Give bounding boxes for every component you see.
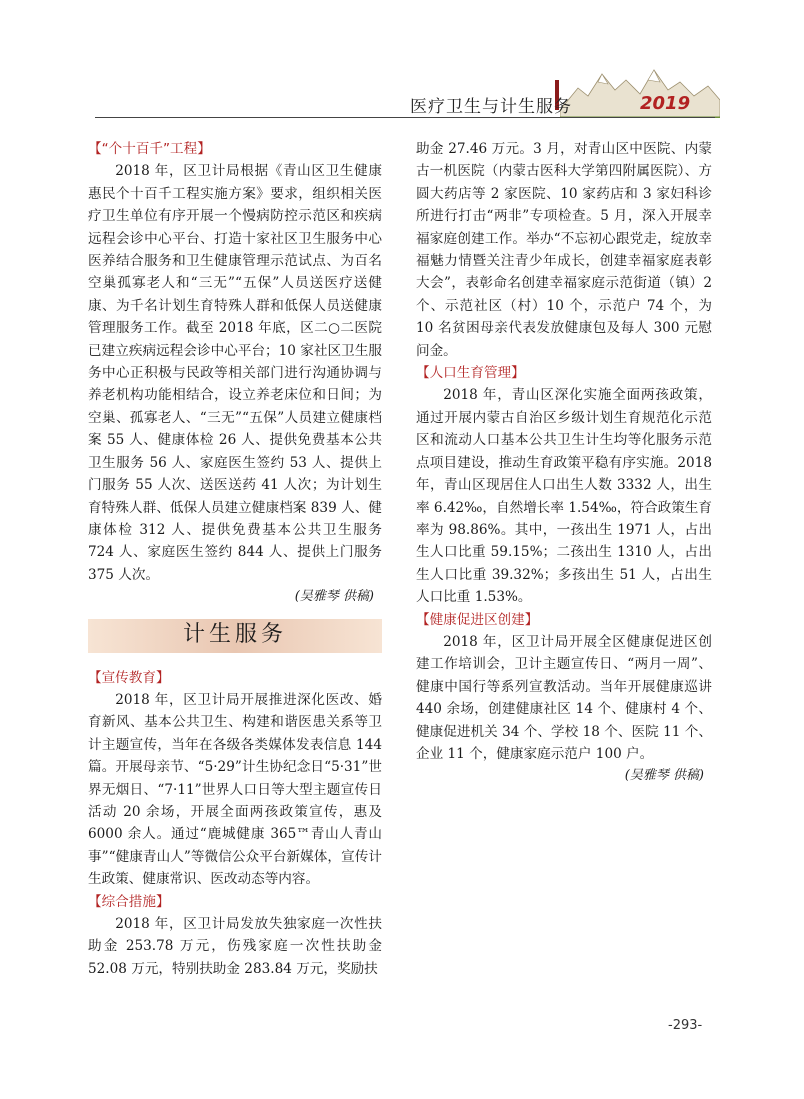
right-column: [416, 138, 712, 788]
section-heading-gesbq: 【“个十百千”工程】: [88, 141, 211, 157]
running-header-title: 医疗卫生与计生服务: [410, 97, 572, 117]
author-credit: (吴雅琴 供稿): [624, 768, 704, 784]
header-rule: [95, 117, 715, 118]
section-paragraph-population: 2018 年，青山区深化实施全面两孩政策，通过开展内蒙古自治区乡级计划生育规范化示范区和流动人口基本公共卫生计生均等化服务示范点项目建设，推动生育政策平稳有序实施。2018 年，青山区现居住人口出生人数 3332 人，出生率 6.42‰，自然增长率 1.54‰，符合政策生育率为 98.86%。其中，一孩出生 1971 人，占出生人口比重 59.15%；二孩出生 1310 人，占出生人口比重 39.32%；多孩出生 51 人，占出生人口比重 1.53%。: [416, 387, 712, 606]
section-paragraph-gesbq: 2018 年，区卫计局根据《青山区卫生健康惠民个十百千工程实施方案》要求，组织相关医疗卫生单位有序开展一个慢病防控示范区和疾病远程会诊中心平台、打造十家社区卫生服务中心医养结合服务和卫生健康管理示范试点、为百名空巢孤寡老人和“三无”“五保”人员送医疗送健康、为千名计划生育特殊人群和低保人员送健康管理服务工作。截至 2018 年底，区二○二医院已建立疾病远程会诊中心平台；10 家社区卫生服务中心正积极与民政等相关部门进行沟通协调与养老机构功能相结合，设立养老床位和日间；为空巢、孤寡老人、“三无”“五保”人员建立健康档案 55 人、健康体检 26 人、提供免费基本公共卫生服务 56 人、家庭医生签约 53 人、提供上门服务 55 人次、送医送药 41 人次；为计划生育特殊人群、低保人员建立健康档案 839 人、健康体检 312 人、提供免费基本公共卫生服务 724 人、家庭医生签约 844 人、提供上门服务 375 人次。: [88, 163, 382, 583]
section-heading-publicity: 【宣传教育】: [88, 669, 170, 686]
section-title-band: [88, 619, 382, 653]
author-credit: (吴雅琴 供稿): [294, 589, 374, 605]
section-title: 计生服务: [182, 622, 287, 648]
section-heading-measures: 【综合措施】: [88, 893, 170, 910]
section-paragraph-publicity: 2018 年，区卫计局开展推进深化医改、婚育新风、基本公共卫生、构建和谐医患关系等卫计主题宣传，当年在各级各类媒体发表信息 144 篇。开展母亲节、“5·29”计生协纪念日“5·31”世界无烟日、“7·11”世界人口日等大型主题宣传日活动 20 余场，开展全面两孩政策宣传，惠及 6000 余人。通过“鹿城健康 365™青山人青山事”“健康青山人”等微信公众平台新媒体，宣传计生政策、健康常识、医改动态等内容。: [88, 691, 382, 888]
section-heading-health-promotion: 【健康促进区创建】: [416, 611, 539, 628]
page-number: -293-: [668, 1018, 703, 1033]
section-paragraph-measures: 2018 年，区卫计局发放失独家庭一次性扶助金 253.78 万元，伤残家庭一次性扶助金 52.08 万元，特别扶助金 283.84 万元，奖励扶: [88, 916, 382, 977]
section-paragraph-measures-continued: 助金 27.46 万元。3 月，对青山区中医院、内蒙古一机医院（内蒙古医科大学第四附属医院）、方圆大药店等 2 家医院、10 家药店和 3 家妇科诊所进行打击“两非”专项检查。5 月，深入开展幸福家庭创建工作。举办“不忘初心跟党走，绽放幸福魅力情暨关注青少年成长，创建幸福家庭表彰大会”，表彰命名创建幸福家庭示范街道（镇）2 个、示范社区（村）10 个，示范户 74 个，为 10 名贫困母亲代表发放健康包及每人 300 元慰问金。: [416, 141, 712, 359]
section-heading-population: 【人口生育管理】: [416, 365, 525, 382]
left-column: [88, 138, 382, 980]
running-header-year: 2019: [640, 93, 691, 114]
section-paragraph-health-promotion: 2018 年，区卫计局开展全区健康促进区创建工作培训会，卫计主题宣传日、“两月一周”、健康中国行等系列宣教活动。当年开展健康巡讲 440 余场，创建健康社区 14 个、健康村 4 个、健康促进机关 34 个、学校 18 个、医院 11 个、企业 11 个，健康家庭示范户 100 户。: [416, 633, 712, 762]
